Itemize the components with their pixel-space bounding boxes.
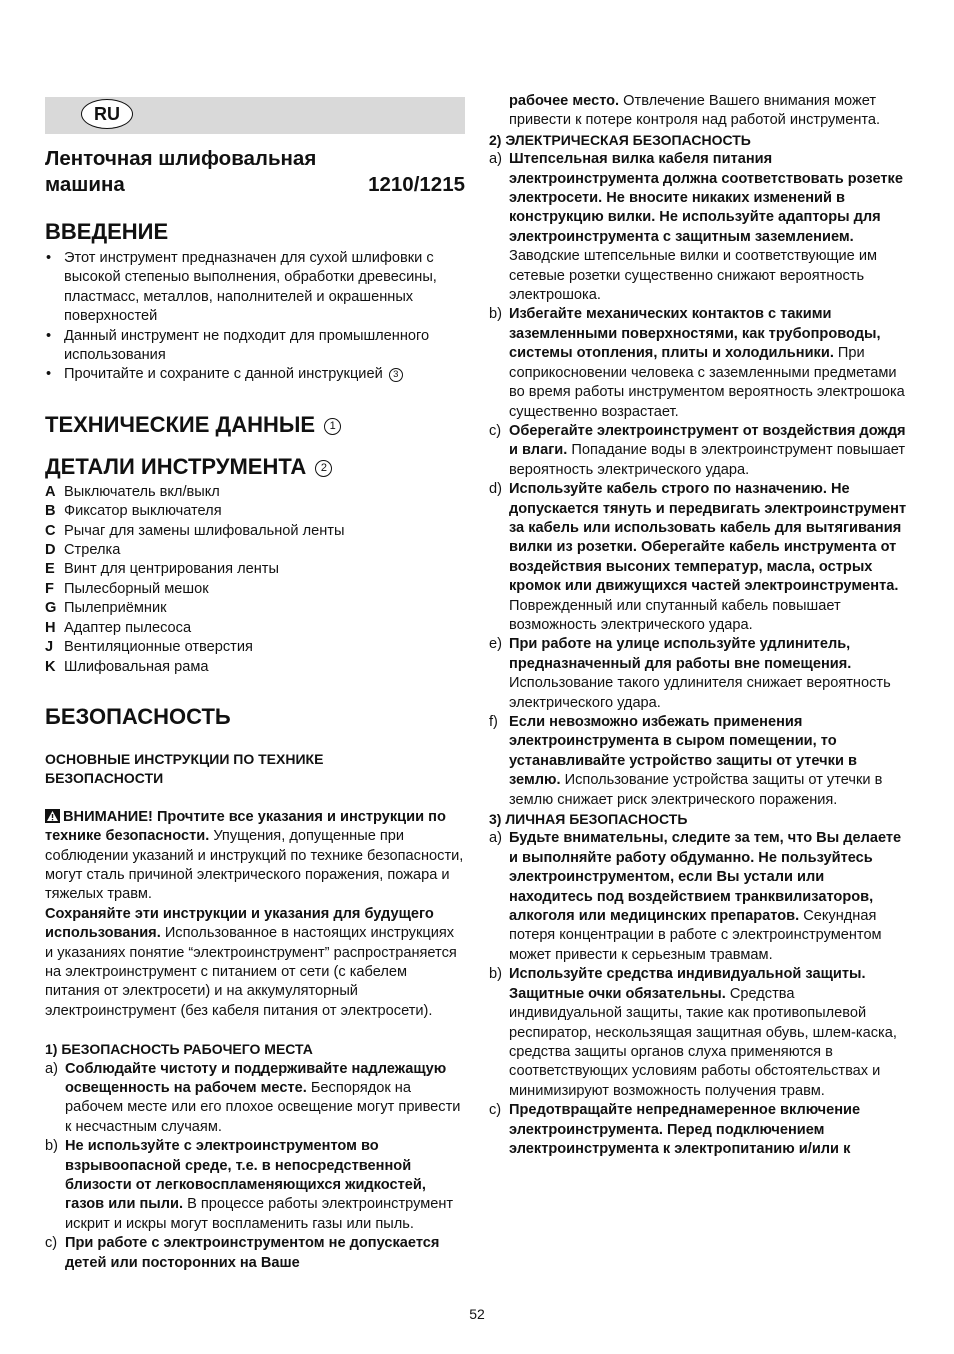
safety-subheading-line1: ОСНОВНЫЕ ИНСТРУКЦИИ ПО ТЕХНИКЕ (45, 750, 324, 767)
details-heading (45, 453, 465, 481)
tech-heading (45, 411, 465, 439)
part-letter: G (45, 600, 57, 617)
item-body (509, 965, 911, 1101)
intro-heading: ВВЕДЕНИЕ (45, 219, 169, 244)
part-label: Адаптер пылесоса (64, 619, 192, 636)
item-body (509, 422, 911, 480)
intro-bullet (45, 365, 465, 384)
part-row (45, 599, 465, 618)
part-letter: J (45, 639, 54, 656)
item-text: При соприкосновении человека с заземленными предметами во время работы инструментом вероятность электрошока существенно возрастает. (509, 345, 905, 420)
safety-item (45, 1234, 465, 1273)
item-bold: Используйте средства индивидуальной защиты. Защитные очки обязательны. (509, 966, 866, 1002)
part-row (45, 619, 465, 638)
product-title (45, 146, 465, 198)
item-bold: Используйте кабель строго по назначению. Не допускается тянуть и передвигать электроинструмент за кабель или использовать кабель для вытягивания вилки из розетки. Оберегайте кабель инструмента от воздействия высоних температур, масла, острых кромок или движущихся частей электроинструмента. (509, 481, 907, 595)
part-label: Рычаг для замены шлифовальной ленты (64, 522, 345, 539)
part-row (45, 638, 465, 657)
part-row (45, 580, 465, 599)
part-letter: F (45, 580, 54, 597)
part-letter: B (45, 503, 56, 520)
item-index: e) (489, 636, 502, 653)
personal-heading: 3) ЛИЧНАЯ БЕЗОПАСНОСТЬ (489, 811, 688, 828)
work-area-heading: 1) БЕЗОПАСНОСТЬ РАБОЧЕГО МЕСТА (45, 1041, 313, 1058)
item-body (509, 1101, 911, 1159)
item-text: Секундная потеря концентрации в работе с электроинструментом может привести к серьезным травмам. (509, 908, 882, 963)
safety-item (489, 713, 911, 810)
item-bold: Не используйте с электроинструментом во взрывоопасной среде, т.е. в непосредственной близости от легковоспламеняющихся жидкостей, газов или пыли. (65, 1138, 426, 1213)
item-body (509, 713, 911, 810)
safety-item (489, 150, 911, 305)
safety-item (489, 1101, 911, 1159)
safety-item (489, 635, 911, 713)
item-body (65, 1060, 465, 1138)
safety-item (489, 965, 911, 1101)
part-row (45, 560, 465, 579)
item-body (65, 1234, 465, 1273)
part-row (45, 502, 465, 521)
item-text: Заводские штепсельные вилки и соответствующие им сетевые розетки существенно снижают вероятность электрошока. (509, 248, 878, 304)
part-letter: H (45, 619, 56, 636)
intro-bullet: • Данный инструмент не подходит для промышленного использования (45, 327, 465, 366)
warning-paragraph (45, 808, 465, 905)
part-label: Выключатель вкл/выкл (64, 483, 220, 500)
safety-item (45, 1060, 465, 1138)
figure-ref-2: 2 (315, 460, 332, 477)
safety-item (45, 1137, 465, 1234)
work-c-cont-bold: рабочее место. (509, 93, 620, 109)
item-text: Попадание воды в электроинструмент повышает вероятность электрического удара. (509, 442, 906, 478)
item-index: b) (489, 306, 502, 323)
safety-item (489, 422, 911, 480)
part-letter: A (45, 483, 56, 500)
item-bold: Будьте внимательны, следите за тем, что Вы делаете и выполняйте работу обдуманно. Не пользуйтесь электроинструментом, если Вы устали или находитесь под воздействием транквилизаторов, алкоголя или медицинских препаратов. (509, 830, 902, 925)
part-letter: K (45, 658, 56, 675)
electrical-items (489, 150, 911, 810)
keep-paragraph (45, 905, 465, 1021)
title-line2: машина (45, 173, 125, 196)
keep-bold: Сохраняйте эти инструкции и указания для будущего использования. (45, 905, 434, 942)
personal-items (489, 829, 911, 1159)
warning-text: Упущения, допущенные при соблюдении указаний и инструкций по технике безопасности, могут сталь причиной электрического поражения, пожара и тяжелых травм. (45, 828, 464, 903)
item-bold: Соблюдайте чистоту и поддерживайте надлежащую освещенность на рабочем месте. (65, 1060, 447, 1096)
item-text: Поврежденный или спутанный кабель повышает возможность электрического удара. (509, 597, 841, 633)
title-line1: Ленточная шлифовальная (45, 147, 317, 170)
item-bold: Штепсельная вилка кабеля питания электроинструмента должна соответствовать розетке электросети. Не вносите никаких изменений в конструкцию вилки. Не используйте адапторы для электроинструмента с защитным заземлением. (509, 151, 903, 245)
item-index: c) (489, 1102, 502, 1119)
keep-text: Использованное в настоящих инструкциях и указаниях понятие “электроинструмент” распространяется на электроинструмент с питанием от сети (с кабелем питания от электросети) и на аккумуляторный электроинструмент (без кабеля питания от электросети). (45, 925, 457, 1019)
item-text: Беспорядок на рабочем месте или его плохое освещение могут привести к несчастным случаям. (65, 1080, 461, 1135)
intro-bullet: • Этот инструмент предназначен для сухой шлифовки с высокой степеныо выполнения, обработки древесины, пластмасс, металлов, наполнителей и окрашенных поверхностей (45, 249, 465, 327)
part-label: Шлифовальная рама (64, 658, 209, 675)
item-body (509, 635, 911, 713)
warning-bold: ВНИМАНИЕ! Прочтите все указания и инструкции по технике безопасности. (45, 808, 446, 845)
item-index: d) (489, 481, 502, 498)
item-body (509, 305, 911, 421)
part-letter: E (45, 561, 55, 578)
item-bold: Предотвращайте непреднамеренное включение электроинструмента. Перед подключением электроинструмента к электропитанию и/или к (509, 1102, 861, 1157)
language-badge: RU (81, 99, 133, 129)
item-index: a) (45, 1060, 58, 1077)
item-body (509, 480, 911, 635)
part-label: Вентиляционные отверстия (64, 639, 253, 656)
item-body (509, 150, 911, 305)
item-bold: Избегайте механических контактов с такими заземленными поверхностями, как трубопроводы, системы отопления, плиты и холодильники. (509, 306, 881, 362)
safety-subheading (45, 750, 465, 789)
figure-ref-1: 1 (324, 418, 341, 435)
safety-item (489, 305, 911, 421)
safety-heading: БЕЗОПАСНОСТЬ (45, 703, 231, 729)
parts-list (45, 483, 465, 677)
item-index: c) (45, 1235, 58, 1252)
part-letter: C (45, 522, 56, 539)
electrical-heading: 2) ЭЛЕКТРИЧЕСКАЯ БЕЗОПАСНОСТЬ (489, 131, 751, 148)
item-index: c) (489, 422, 502, 439)
item-bold: При работе на улице используйте удлинитель, предназначенный для работы вне помещения. (509, 636, 852, 672)
item-body (509, 829, 911, 965)
item-index: a) (489, 151, 502, 168)
part-label: Винт для центрирования ленты (64, 561, 279, 578)
item-text: Использование такого удлинителя снижает вероятность электрического удара. (509, 675, 891, 711)
item-bold: Оберегайте электроинструмент от воздействия дождя и влаги. (509, 422, 906, 459)
part-row (45, 483, 465, 502)
safety-subheading-line2: БЕЗОПАСНОСТИ (45, 770, 164, 787)
part-row (45, 541, 465, 560)
item-index: b) (489, 966, 502, 983)
page-number: 52 (469, 1306, 485, 1322)
item-text: В процессе работы электроинструмент искрит и искры могут воспламенить газы или пыль. (65, 1196, 454, 1232)
item-text: Средства индивидуальной защиты, такие как противопылевой респиратор, нескользящая защитная обувь, шлем-каска, средства защиты органов слуха применяются в соответствующих условиям работы обстоятельствах и минимизируют возможность получения травм. (509, 985, 897, 1099)
item-bold: При работе с электроинструментом не допускается детей или посторонних на Ваше (65, 1235, 440, 1271)
work-c-cont-text: Отвлечение Вашего внимания может привести к потере контроля над работой инструмента. (509, 93, 881, 129)
item-index: f) (489, 714, 498, 730)
item-text: Использование устройства защиты от утечки в землю снижает риск электрического поражения. (509, 772, 883, 808)
part-label: Фиксатор выключателя (64, 503, 222, 520)
safety-item (489, 480, 911, 635)
part-label: Пылеприёмник (64, 600, 167, 617)
intro-bullet-text: Прочитайте и сохраните с данной инструкцией (64, 366, 383, 383)
model-number: 1210/1215 (368, 173, 465, 196)
tech-heading-text: ТЕХНИЧЕСКИЕ ДАННЫЕ (45, 411, 316, 437)
intro-bullets (45, 249, 465, 385)
details-heading-text: ДЕТАЛИ ИНСТРУМЕНТА (45, 453, 307, 479)
right-column (489, 92, 911, 1159)
item-index: b) (45, 1138, 58, 1155)
item-body (65, 1137, 465, 1234)
work-item-c-continued (489, 92, 911, 131)
figure-ref-3: 3 (389, 368, 403, 382)
item-bold: Если невозможно избежать применения электроинструмента в сыром помещении, то устанавливайте устройство защиты от утечки в землю. (509, 714, 857, 789)
warning-triangle-icon (45, 809, 60, 823)
language-band (45, 97, 465, 134)
part-row (45, 522, 465, 541)
item-index: a) (489, 830, 502, 847)
part-label: Пылесборный мешок (64, 580, 209, 597)
part-letter: D (45, 542, 56, 559)
left-column (45, 92, 465, 1273)
safety-item (489, 829, 911, 965)
part-row (45, 658, 465, 677)
work-area-items (45, 1060, 465, 1273)
part-label: Стрелка (64, 542, 121, 559)
